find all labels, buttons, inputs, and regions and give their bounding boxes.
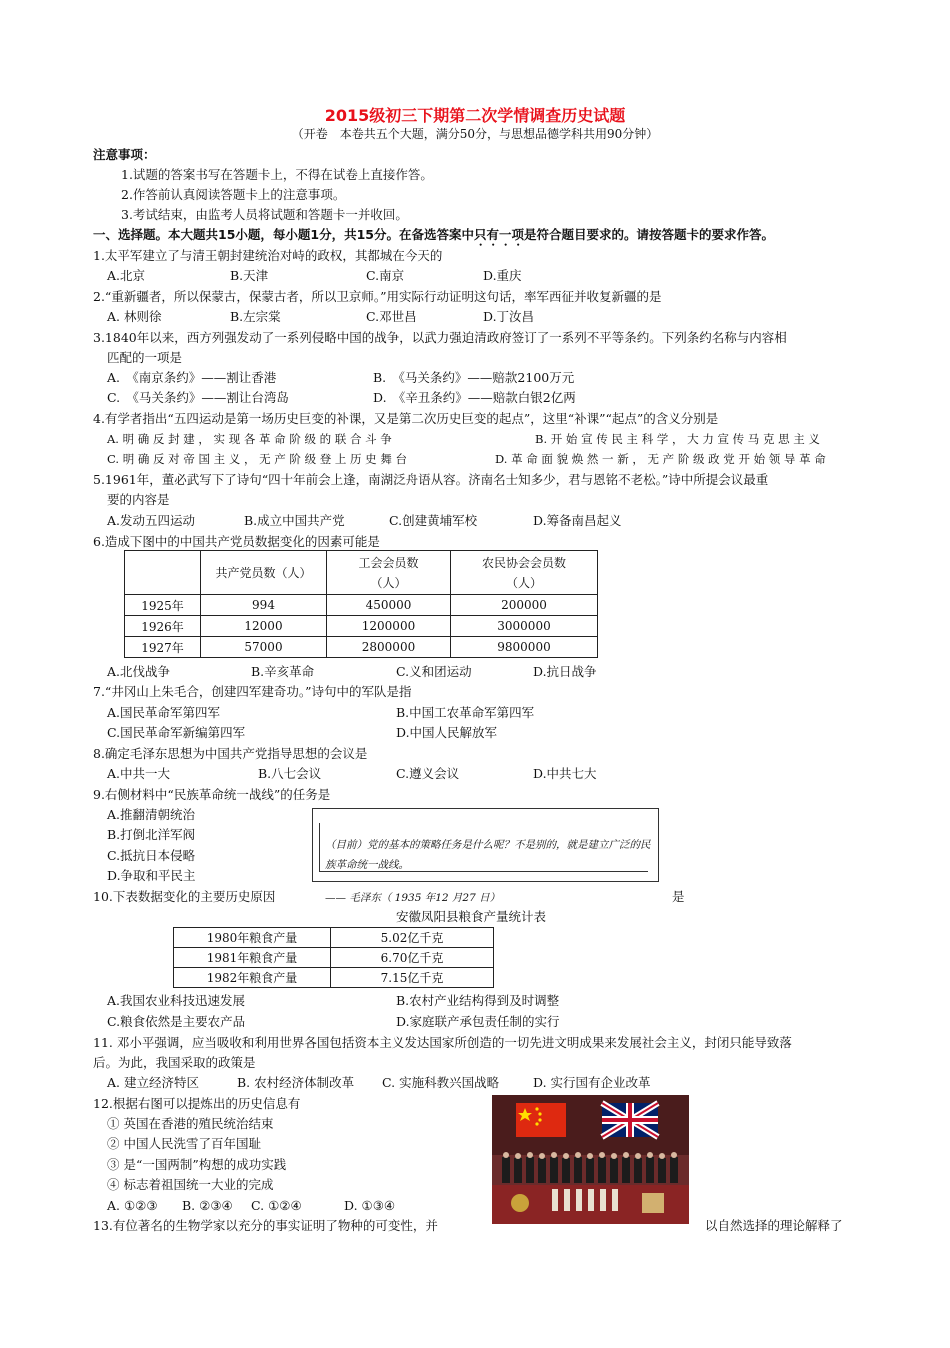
q5-stem-line1: 5.1961年，董必武写下了诗句“四十年前会上逢，南湖泛舟语从容。济南名士知多少，君与恩铭不老松。”诗中所提会议最重 <box>93 472 769 487</box>
q7-option-d: D.中国人民解放军 <box>396 725 498 740</box>
table-cell: 12000 <box>201 616 327 637</box>
table-cell: 1980年粮食产量 <box>174 928 331 948</box>
table-header: 共产党员数（人） <box>201 551 327 595</box>
q12-option-a: A. ①②③ <box>107 1198 158 1213</box>
table-cell: 7.15亿千克 <box>331 968 494 988</box>
q12-option-d: D. ①③④ <box>344 1198 396 1213</box>
table-cell: 6.70亿千克 <box>331 948 494 968</box>
q1-option-a: A.北京 <box>107 268 146 283</box>
table-row <box>125 637 598 658</box>
q7-option-c: C.国民革命军新编第四军 <box>107 725 246 740</box>
q1-option-c: C.南京 <box>366 268 405 283</box>
q3-option-b: B. 《马关条约》——赔款2100万元 <box>373 370 575 385</box>
q3-option-d: D. 《辛丑条约》——赔款白银2亿两 <box>373 390 576 405</box>
q7-option-a: A.国民革命军第四军 <box>107 705 221 720</box>
table-header: 工会会员数 （人） <box>327 551 451 595</box>
table-cell: 1200000 <box>327 616 451 637</box>
q3-option-a: A. 《南京条约》——割让香港 <box>107 370 277 385</box>
table-row <box>174 928 494 948</box>
q9-option-d: D.争取和平民主 <box>107 868 196 883</box>
q11-stem-line1: 11. 邓小平强调，应当吸收和利用世界各国包括资本主义发达国家所创造的一切先进文明成果来发展社会主义，封闭只能导致落 <box>93 1035 792 1050</box>
notice-item-2: 2.作答前认真阅读答题卡上的注意事项。 <box>121 187 346 202</box>
uk-flag-icon <box>602 1103 658 1137</box>
q13-stem-end: 以自然选择的理论解释了 <box>705 1218 843 1233</box>
q11-option-d: D. 实行国有企业改革 <box>533 1075 651 1090</box>
q4-stem: 4.有学者指出“五四运动是第一场历史巨变的补课，又是第二次历史巨变的起点”，这里“补课”“起点”的含义分别是 <box>93 411 719 426</box>
q2-stem: 2.“重新疆者，所以保蒙古，保蒙古者，所以卫京师。”用实际行动证明这句话，率军西征并收复新疆的是 <box>93 289 662 304</box>
table-cell: 57000 <box>201 637 327 658</box>
table-cell: 2800000 <box>327 637 451 658</box>
q9-stem: 9.右侧材料中“民族革命统一战线”的任务是 <box>93 787 331 802</box>
q12-item-2: ② 中国人民洗雪了百年国耻 <box>107 1136 261 1151</box>
grain-output-table <box>173 927 494 988</box>
table-cell: 1981年粮食产量 <box>174 948 331 968</box>
table-cell: 1982年粮食产量 <box>174 968 331 988</box>
q12-stem: 12.根据右图可以提炼出的历史信息有 <box>93 1096 301 1111</box>
table-cell: 200000 <box>451 595 598 616</box>
table-cell: 9800000 <box>451 637 598 658</box>
q12-item-1: ① 英国在香港的殖民统治结束 <box>107 1116 274 1131</box>
q9-option-b: B.打倒北洋军阀 <box>107 827 196 842</box>
table-cell: 5.02亿千克 <box>331 928 494 948</box>
q3-option-c: C. 《马关条约》——割让台湾岛 <box>107 390 289 405</box>
quote-text: （目前）党的基本的策略任务是什么呢？不是别的，就是建立广泛的民族革命统一战线。 <box>325 839 651 871</box>
table-header: 农民协会会员数 （人） <box>451 551 598 595</box>
table-row <box>125 595 598 616</box>
q4-option-b: B. 开 始 宣 传 民 主 科 学 ， 大 力 宣 传 马 克 思 主 义 <box>535 432 820 446</box>
q6-option-b: B.辛亥革命 <box>251 664 315 679</box>
quote-box <box>312 808 659 882</box>
q12-option-c: C. ①②④ <box>251 1198 302 1213</box>
national-emblem-icon <box>511 1194 529 1212</box>
section-1-instructions: 一、选择题。本大题共15小题，每小题1分，共15分。在备选答案中只有一项是符合题目要求的。请按答题卡的要求作答。 <box>93 227 775 242</box>
q7-stem: 7.“井冈山上朱毛合，创建四军建奇功。”诗句中的军队是指 <box>93 684 412 699</box>
q4-option-c: C. 明 确 反 对 帝 国 主 义 ， 无 产 阶 级 登 上 历 史 舞 台 <box>107 452 407 466</box>
q6-stem: 6.造成下图中的中国共产党员数据变化的因素可能是 <box>93 534 380 549</box>
q10-table-title: 安徽凤阳县粮食产量统计表 <box>396 909 547 924</box>
q4-option-a: A. 明 确 反 封 建 ， 实 现 各 革 命 阶 级 的 联 合 斗 争 <box>107 432 392 446</box>
q6-option-d: D.抗日战争 <box>533 664 597 679</box>
q11-option-a: A. 建立经济特区 <box>107 1075 199 1090</box>
q1-option-b: B.天津 <box>230 268 269 283</box>
q2-option-a: A. 林则徐 <box>107 309 162 324</box>
q1-stem: 1.太平军建立了与清王朝封建统治对峙的政权，其都城在今天的 <box>93 248 443 263</box>
q9-option-c: C.抵抗日本侵略 <box>107 848 196 863</box>
q5-stem-line2: 要的内容是 <box>107 492 170 507</box>
q5-option-a: A.发动五四运动 <box>107 513 196 528</box>
q11-option-b: B. 农村经济体制改革 <box>237 1075 355 1090</box>
q8-option-a: A.中共一大 <box>107 766 171 781</box>
q10-option-b: B.农村产业结构得到及时调整 <box>396 993 560 1008</box>
q10-option-a: A.我国农业科技迅速发展 <box>107 993 246 1008</box>
q10-stem: 10.下表数据变化的主要历史原因 <box>93 889 276 904</box>
q2-option-b: B.左宗棠 <box>230 309 281 324</box>
q10-stem-end: 是 <box>672 889 685 904</box>
table-corner <box>125 551 201 595</box>
q4-option-d: D. 革 命 面 貌 焕 然 一 新 ， 无 产 阶 级 政 党 开 始 领 导 革 命 <box>495 452 826 466</box>
handover-ceremony-image <box>492 1095 689 1224</box>
q5-option-c: C.创建黄埔军校 <box>389 513 478 528</box>
q13-stem: 13.有位著名的生物学家以充分的事实证明了物种的可变性，并 <box>93 1218 438 1233</box>
q11-stem-line2: 后。为此，我国采取的政策是 <box>93 1055 256 1070</box>
page-title: 2015级初三下期第二次学情调查历史试题 <box>324 106 626 125</box>
page-subtitle: （开卷 本卷共五个大题，满分50分，与思想品德学科共用90分钟） <box>291 127 659 141</box>
q6-option-a: A.北伐战争 <box>107 664 171 679</box>
q5-option-d: D.筹备南昌起义 <box>533 513 622 528</box>
q7-option-b: B.中国工农革命军第四军 <box>396 705 535 720</box>
q2-option-c: C.邓世昌 <box>366 309 417 324</box>
table-cell: 450000 <box>327 595 451 616</box>
q8-option-d: D.中共七大 <box>533 766 597 781</box>
q8-stem: 8.确定毛泽东思想为中国共产党指导思想的会议是 <box>93 746 368 761</box>
q6-option-c: C.义和团运动 <box>396 664 472 679</box>
q3-stem-line1: 3.1840年以来，西方列强发动了一系列侵略中国的战争，以武力强迫清政府签订了一系列不平等条约。下列条约名称与内容相 <box>93 330 787 345</box>
quote-source: —— 毛泽东（ 1935 年12 月27 日） <box>325 892 501 904</box>
q12-item-4: ④ 标志着祖国统一大业的完成 <box>107 1177 274 1192</box>
q2-option-d: D.丁汝昌 <box>483 309 535 324</box>
table-cell: 3000000 <box>451 616 598 637</box>
notice-item-1: 1.试题的答案书写在答题卡上，不得在试卷上直接作答。 <box>121 167 433 182</box>
table-row <box>174 968 494 988</box>
q8-option-b: B.八七会议 <box>258 766 322 781</box>
q10-option-c: C.粮食依然是主要农产品 <box>107 1014 246 1029</box>
notice-heading: 注意事项： <box>93 147 156 162</box>
notice-item-3: 3.考试结束，由监考人员将试题和答题卡一并收回。 <box>121 207 408 222</box>
q12-item-3: ③ 是“一国两制”构想的成功实践 <box>107 1157 287 1172</box>
table-cell: 1927年 <box>125 637 201 658</box>
table-cell: 994 <box>201 595 327 616</box>
q3-stem-line2: 匹配的一项是 <box>107 350 183 365</box>
table-cell: 1926年 <box>125 616 201 637</box>
table-row <box>125 616 598 637</box>
q8-option-c: C.遵义会议 <box>396 766 460 781</box>
q1-option-d: D.重庆 <box>483 268 522 283</box>
q10-option-d: D.家庭联产承包责任制的实行 <box>396 1014 560 1029</box>
table-cell: 1925年 <box>125 595 201 616</box>
party-membership-table <box>124 550 598 658</box>
q11-option-c: C. 实施科教兴国战略 <box>382 1075 500 1090</box>
q9-option-a: A.推翻清朝统治 <box>107 807 196 822</box>
table-row <box>174 948 494 968</box>
hong-kong-handover-photo <box>492 1095 689 1224</box>
q12-option-b: B. ②③④ <box>182 1198 233 1213</box>
q5-option-b: B.成立中国共产党 <box>244 513 345 528</box>
